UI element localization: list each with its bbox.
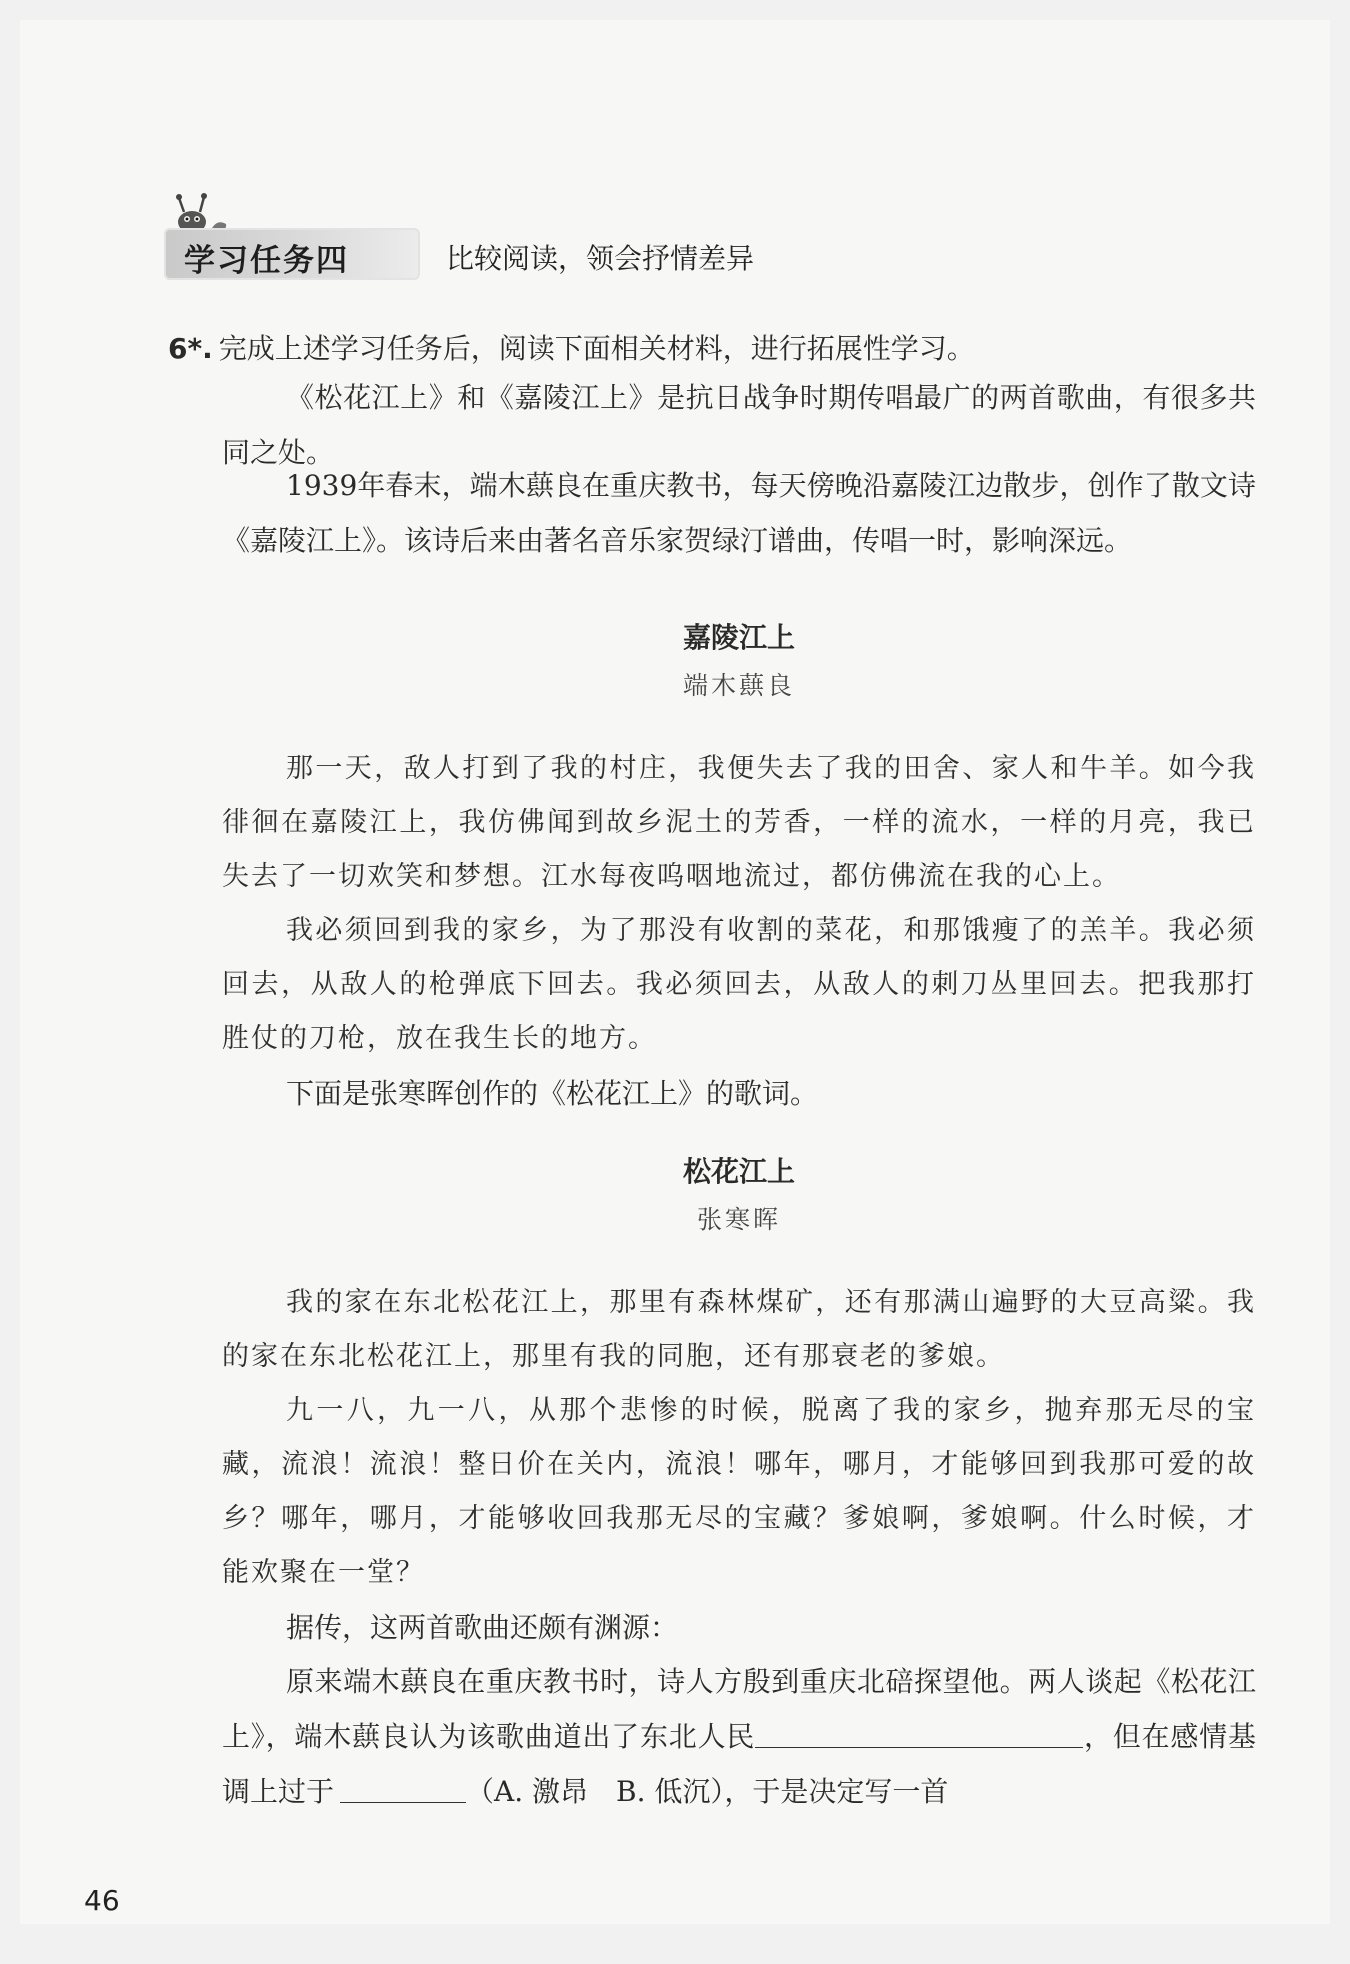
poem-paragraph: 我必须回到我的家乡，为了那没有收割的菜花，和那饿瘦了的羔羊。我必须回去，从敌人的枪弹底下回去。我必须回去，从敌人的刺刀丛里回去。把我那打胜仗的刀枪，放在我生长的地方。 xyxy=(222,915,1256,1054)
origin-paragraph xyxy=(222,1654,1256,1819)
intro-paragraph: 1939年春末，端木蕻良在重庆教书，每天傍晚沿嘉陵江边散步，创作了散文诗《嘉陵江上》。该诗后来由著名音乐家贺绿汀谱曲，传唱一时，影响深远。 xyxy=(222,469,1256,557)
question-prompt: 完成上述学习任务后，阅读下面相关材料，进行拓展性学习。 xyxy=(218,332,975,365)
bridge-paragraph: 下面是张寒晖创作的《松花江上》的歌词。 xyxy=(286,1077,819,1110)
task-badge xyxy=(164,228,420,280)
poem-author: 端木蕻良 xyxy=(682,671,795,700)
poem-paragraph: 九一八，九一八，从那个悲惨的时候，脱离了我的家乡，抛弃那无尽的宝藏，流浪！流浪！整日价在关内，流浪！哪年，哪月，才能够回到我那可爱的故乡？哪年，哪月，才能够收回我那无尽的宝藏？爹娘啊，爹娘啊。什么时候，才能欢聚在一堂？ xyxy=(222,1395,1256,1588)
answer-blank[interactable] xyxy=(340,1772,466,1803)
poem-title: 松花江上 xyxy=(682,1155,795,1188)
intro-paragraph: 《松花江上》和《嘉陵江上》是抗日战争时期传唱最广的两首歌曲，有很多共同之处。 xyxy=(222,381,1256,469)
poem-author: 张寒晖 xyxy=(696,1205,781,1234)
origin-lead: 据传，这两首歌曲还颇有渊源： xyxy=(286,1611,679,1644)
origin-text: 原来端木蕻良在重庆教书时，诗人方殷到重庆北碚探望他。两人谈起《松花江上》，端木蕻良认为该歌曲道出了东北人民 xyxy=(222,1665,1256,1753)
task-label: 学习任务四 xyxy=(184,243,349,279)
page-number: 46 xyxy=(84,1884,120,1917)
poem-paragraph: 我的家在东北松花江上，那里有森林煤矿，还有那满山遍野的大豆高粱。我的家在东北松花江上，那里有我的同胞，还有那衰老的爹娘。 xyxy=(222,1287,1256,1372)
task-header xyxy=(144,180,1244,300)
origin-text: （A. 激昂 B. 低沉），于是决定写一首 xyxy=(466,1775,949,1808)
question-line xyxy=(168,327,975,367)
poem-paragraph: 那一天，敌人打到了我的村庄，我便失去了我的田舍、家人和牛羊。如今我徘徊在嘉陵江上，我仿佛闻到故乡泥土的芳香，一样的流水，一样的月亮，我已失去了一切欢笑和梦想。江水每夜呜咽地流过，都仿佛流在我的心上。 xyxy=(222,753,1256,892)
origin-text: ，但在感情基调上过于 xyxy=(222,1720,1256,1808)
question-number: 6*. xyxy=(168,332,213,365)
poem-title: 嘉陵江上 xyxy=(682,621,795,654)
task-subtitle: 比较阅读，领会抒情差异 xyxy=(446,242,755,275)
textbook-page xyxy=(20,20,1330,1924)
answer-blank[interactable] xyxy=(755,1717,1083,1748)
